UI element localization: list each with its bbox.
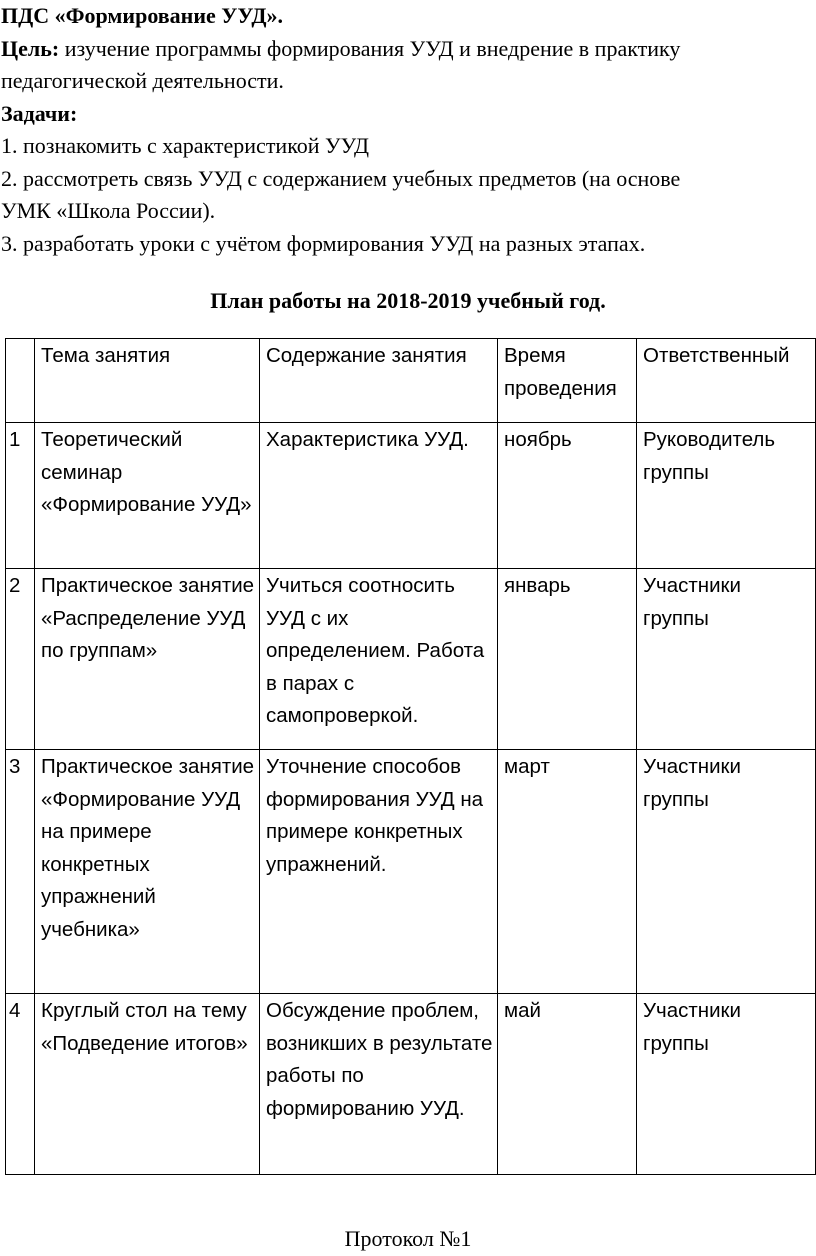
intro-section [1, 0, 801, 260]
row-responsible: Участники группы [637, 569, 816, 750]
goal-line [1, 33, 801, 66]
table-row [6, 423, 816, 569]
row-content: Обсуждение проблем, возникших в результате работы по формированию УУД. [260, 994, 498, 1175]
row-number: 1 [6, 423, 35, 569]
goal-text-continued: педагогической деятельности. [1, 68, 284, 93]
plan-table [5, 338, 816, 1175]
row-content: Характеристика УУД. [260, 423, 498, 569]
header-topic: Тема занятия [35, 339, 260, 423]
protocol-heading: Протокол №1 [344, 1226, 472, 1251]
row-responsible: Руководитель группы [637, 423, 816, 569]
plan-title: План работы на 2018-2019 учебный год. [210, 288, 606, 313]
row-time: январь [498, 569, 637, 750]
row-time: май [498, 994, 637, 1175]
header-content: Содержание занятия [260, 339, 498, 423]
goal-text: изучение программы формирования УУД и внедрение в практику [59, 35, 681, 61]
document-title: ПДС «Формирование УУД». [1, 3, 283, 28]
row-topic: Теоретический семинар «Формирование УУД» [35, 423, 260, 569]
header-number [6, 339, 35, 423]
task-1: 1. познакомить с характеристикой УУД [1, 133, 369, 158]
row-time: ноябрь [498, 423, 637, 569]
task-2: 2. рассмотреть связь УУД с содержанием учебных предметов (на основе [1, 165, 681, 191]
task-3: 3. разработать уроки с учётом формирования УУД на разных этапах. [1, 230, 646, 256]
tasks-label: Задачи: [1, 100, 78, 126]
row-responsible: Участники группы [637, 750, 816, 994]
row-topic: Практическое занятие «Распределение УУД по группам» [35, 569, 260, 750]
row-time: март [498, 750, 637, 994]
row-topic: Круглый стол на тему «Подведение итогов» [35, 994, 260, 1175]
table-row [6, 994, 816, 1175]
row-number: 3 [6, 750, 35, 994]
row-topic: Практическое занятие «Формирование УУД на примере конкретных упражнений учебника» [35, 750, 260, 994]
header-responsible: Ответственный [637, 339, 816, 423]
row-number: 2 [6, 569, 35, 750]
table-row [6, 750, 816, 994]
row-content: Уточнение способов формирования УУД на примере конкретных упражнений. [260, 750, 498, 994]
row-content: Учиться соотносить УУД с их определением. Работа в парах с самопроверкой. [260, 569, 498, 750]
task-2-continued: УМК «Школа России). [1, 198, 216, 223]
row-number: 4 [6, 994, 35, 1175]
header-time: Время проведения [498, 339, 637, 423]
table-row [6, 569, 816, 750]
goal-label: Цель: [1, 35, 60, 61]
table-header-row [6, 339, 816, 423]
row-responsible: Участники группы [637, 994, 816, 1175]
